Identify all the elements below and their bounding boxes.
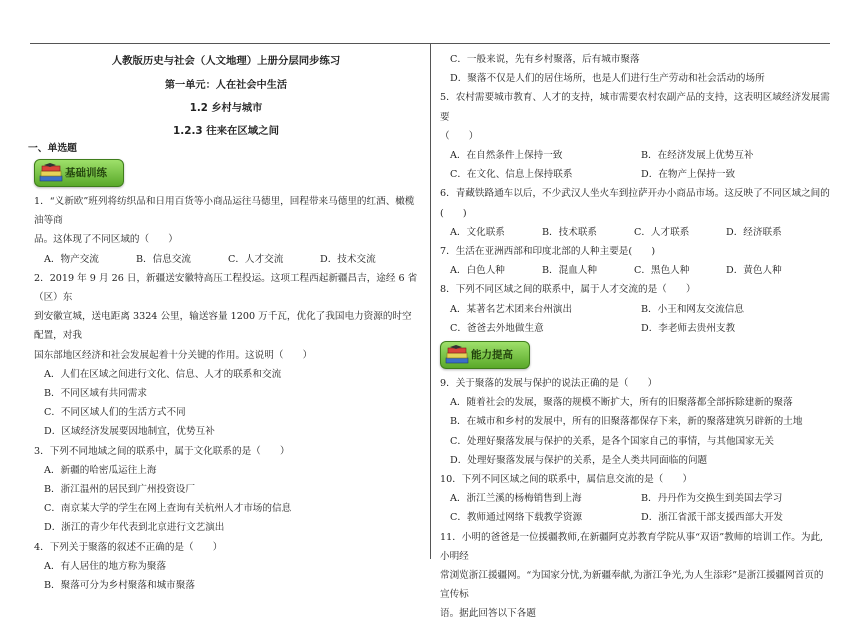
ability-badge [440,340,832,370]
question-3: 3．下列不同地域之间的联系中，属于文化联系的是（ ） [34,445,290,457]
option: A．白色人种 [450,265,505,277]
option: D．聚落不仅是人们的居住场所，也是人们进行生产劳动和社会活动的场所 [450,73,765,85]
lesson-title: 1.2 乡村与城市 [189,103,263,114]
option: B．技术联系 [542,226,598,238]
option: C．人才交流 [228,253,284,265]
option: A．在自然条件上保持一致 [450,150,563,162]
option: B．丹丹作为交换生到美国去学习 [641,493,783,505]
question-6-options [440,223,832,242]
badge-label: 能力提高 [471,349,513,362]
question-5-options [440,146,832,165]
question-1: 1．“义新欧”班列将纺织品和日用百货等小商品运往马德里，回程带来马德里的红酒、橄榄油等商 品。这体现了不同区域的（ ） [34,196,415,246]
option: D．经济联系 [726,226,782,238]
option: C．黑色人种 [634,265,690,277]
question-11: 11．小明的爸爸是一位援疆教师,在新疆阿克苏教育学院从事“双语”教师的培训工作。为此,小明经 常浏览浙江援疆网。“为国家分忧,为新疆奉献,为浙江争光,为人生添彩”是浙江援疆网首页的宣传标 语。据此回答以下各题 [440,531,824,620]
question-7-options [440,261,832,280]
option: D．黄色人种 [726,265,782,277]
question-10: 10．下列不同区域之间的联系中，属信息交流的是（ ） [440,474,693,486]
option: C．南京某大学的学生在网上查询有关杭州人才市场的信息 [44,503,292,515]
option: C．教师通过网络下载教学资源 [450,512,583,524]
section-heading: 一、单选题 [28,143,77,154]
option: B．在经济发展上优势互补 [641,150,754,162]
question-5-options [440,165,832,184]
sub-lesson-title: 1.2.3 往来在区域之间 [173,125,279,137]
option: B．聚落可分为乡村聚落和城市聚落 [44,580,195,592]
option: A．人们在区域之间进行文化、信息、人才的联系和交流 [44,368,282,380]
option: C．不同区域人们的生活方式不同 [44,407,186,419]
option: D．浙江省派干部支援西部大开发 [641,512,784,524]
option: A．浙江兰溪的杨梅销售到上海 [450,493,582,505]
basic-training-badge [34,158,418,188]
option: B．不同区域有共同需求 [44,388,147,400]
option: D．李老师去贵州支教 [641,322,736,334]
option: D．浙江的青少年代表到北京进行文艺演出 [44,522,225,534]
option: A．文化联系 [450,226,505,238]
option: A．新疆的哈密瓜运往上海 [44,464,157,476]
option: B．小王和网友交流信息 [641,303,744,315]
option: A．随着社会的发展，聚落的规模不断扩大，所有的旧聚落都全部拆除建新的聚落 [450,397,793,409]
option: A．有人居住的地方称为聚落 [44,560,167,572]
right-column [440,50,832,624]
question-10-options [440,489,832,508]
badge-label: 基础训练 [65,167,107,179]
option: D．技术交流 [320,253,376,265]
question-8-options [440,300,832,319]
question-8-options [440,319,832,338]
unit-title: 第一单元：人在社会中生活 [164,80,288,91]
option: C．在文化、信息上保持联系 [450,169,573,181]
left-column [28,50,418,595]
option: C．一般来说，先有乡村聚落，后有城市聚落 [450,54,640,65]
question-1-options [34,250,418,269]
question-6: 6．青藏铁路通车以后，不少武汉人坐火车到拉萨开办小商品市场。这反映了不同区域之间的( ) [440,188,830,219]
question-10-options [440,508,832,527]
books-icon [444,344,470,366]
option: B．在城市和乡村的发展中，所有的旧聚落都保存下来，新的聚落建筑另辟新的土地 [450,416,803,428]
question-7: 7．生活在亚洲西部和印度北部的人种主要是( ) [440,246,656,258]
question-4: 4．下列关于聚落的叙述不正确的是（ ） [34,541,223,553]
option: A．某著名艺术团来台州演出 [450,303,573,315]
option: B．混血人种 [542,265,598,277]
question-5: 5．农村需要城市教育、人才的支持，城市需要农村农副产品的支持，这表明区域经济发展需要 （ ） [440,92,830,142]
option: D．处理好聚落发展与保护的关系，是全人类共同面临的问题 [450,454,708,466]
option: B．浙江温州的居民到广州投资设厂 [44,484,195,496]
document-title: 人教版历史与社会（人文地理）上册分层同步练习 [111,55,341,67]
question-9: 9．关于聚落的发展与保护的说法正确的是（ ） [440,378,658,390]
books-icon [38,162,64,184]
question-8: 8．下列不同区域之间的联系中，属于人才交流的是（ ） [440,284,696,296]
option: C．人才联系 [634,226,690,238]
option: D．区域经济发展要因地制宜，优势互补 [44,426,215,438]
option: C．处理好聚落发展与保护的关系，是各个国家自己的事情，与其他国家无关 [450,435,774,447]
option: D．在物产上保持一致 [641,169,736,181]
question-2: 2．2019 年 9 月 26 日，新疆送安徽特高压工程投运。这项工程西起新疆昌吉，途经 6 省（区）东 到安徽宣城，送电距离 3324 公里，输送容量 1200 万千瓦，优化了我国电力资源的时空配置，对我 国东部地区经济和社会发展起着十分关键的作用。这说明（ ） [34,272,418,361]
option: A．物产交流 [44,253,99,265]
column-divider [430,44,431,559]
option: B．信息交流 [136,253,192,265]
option: C．爸爸去外地做生意 [450,322,544,334]
